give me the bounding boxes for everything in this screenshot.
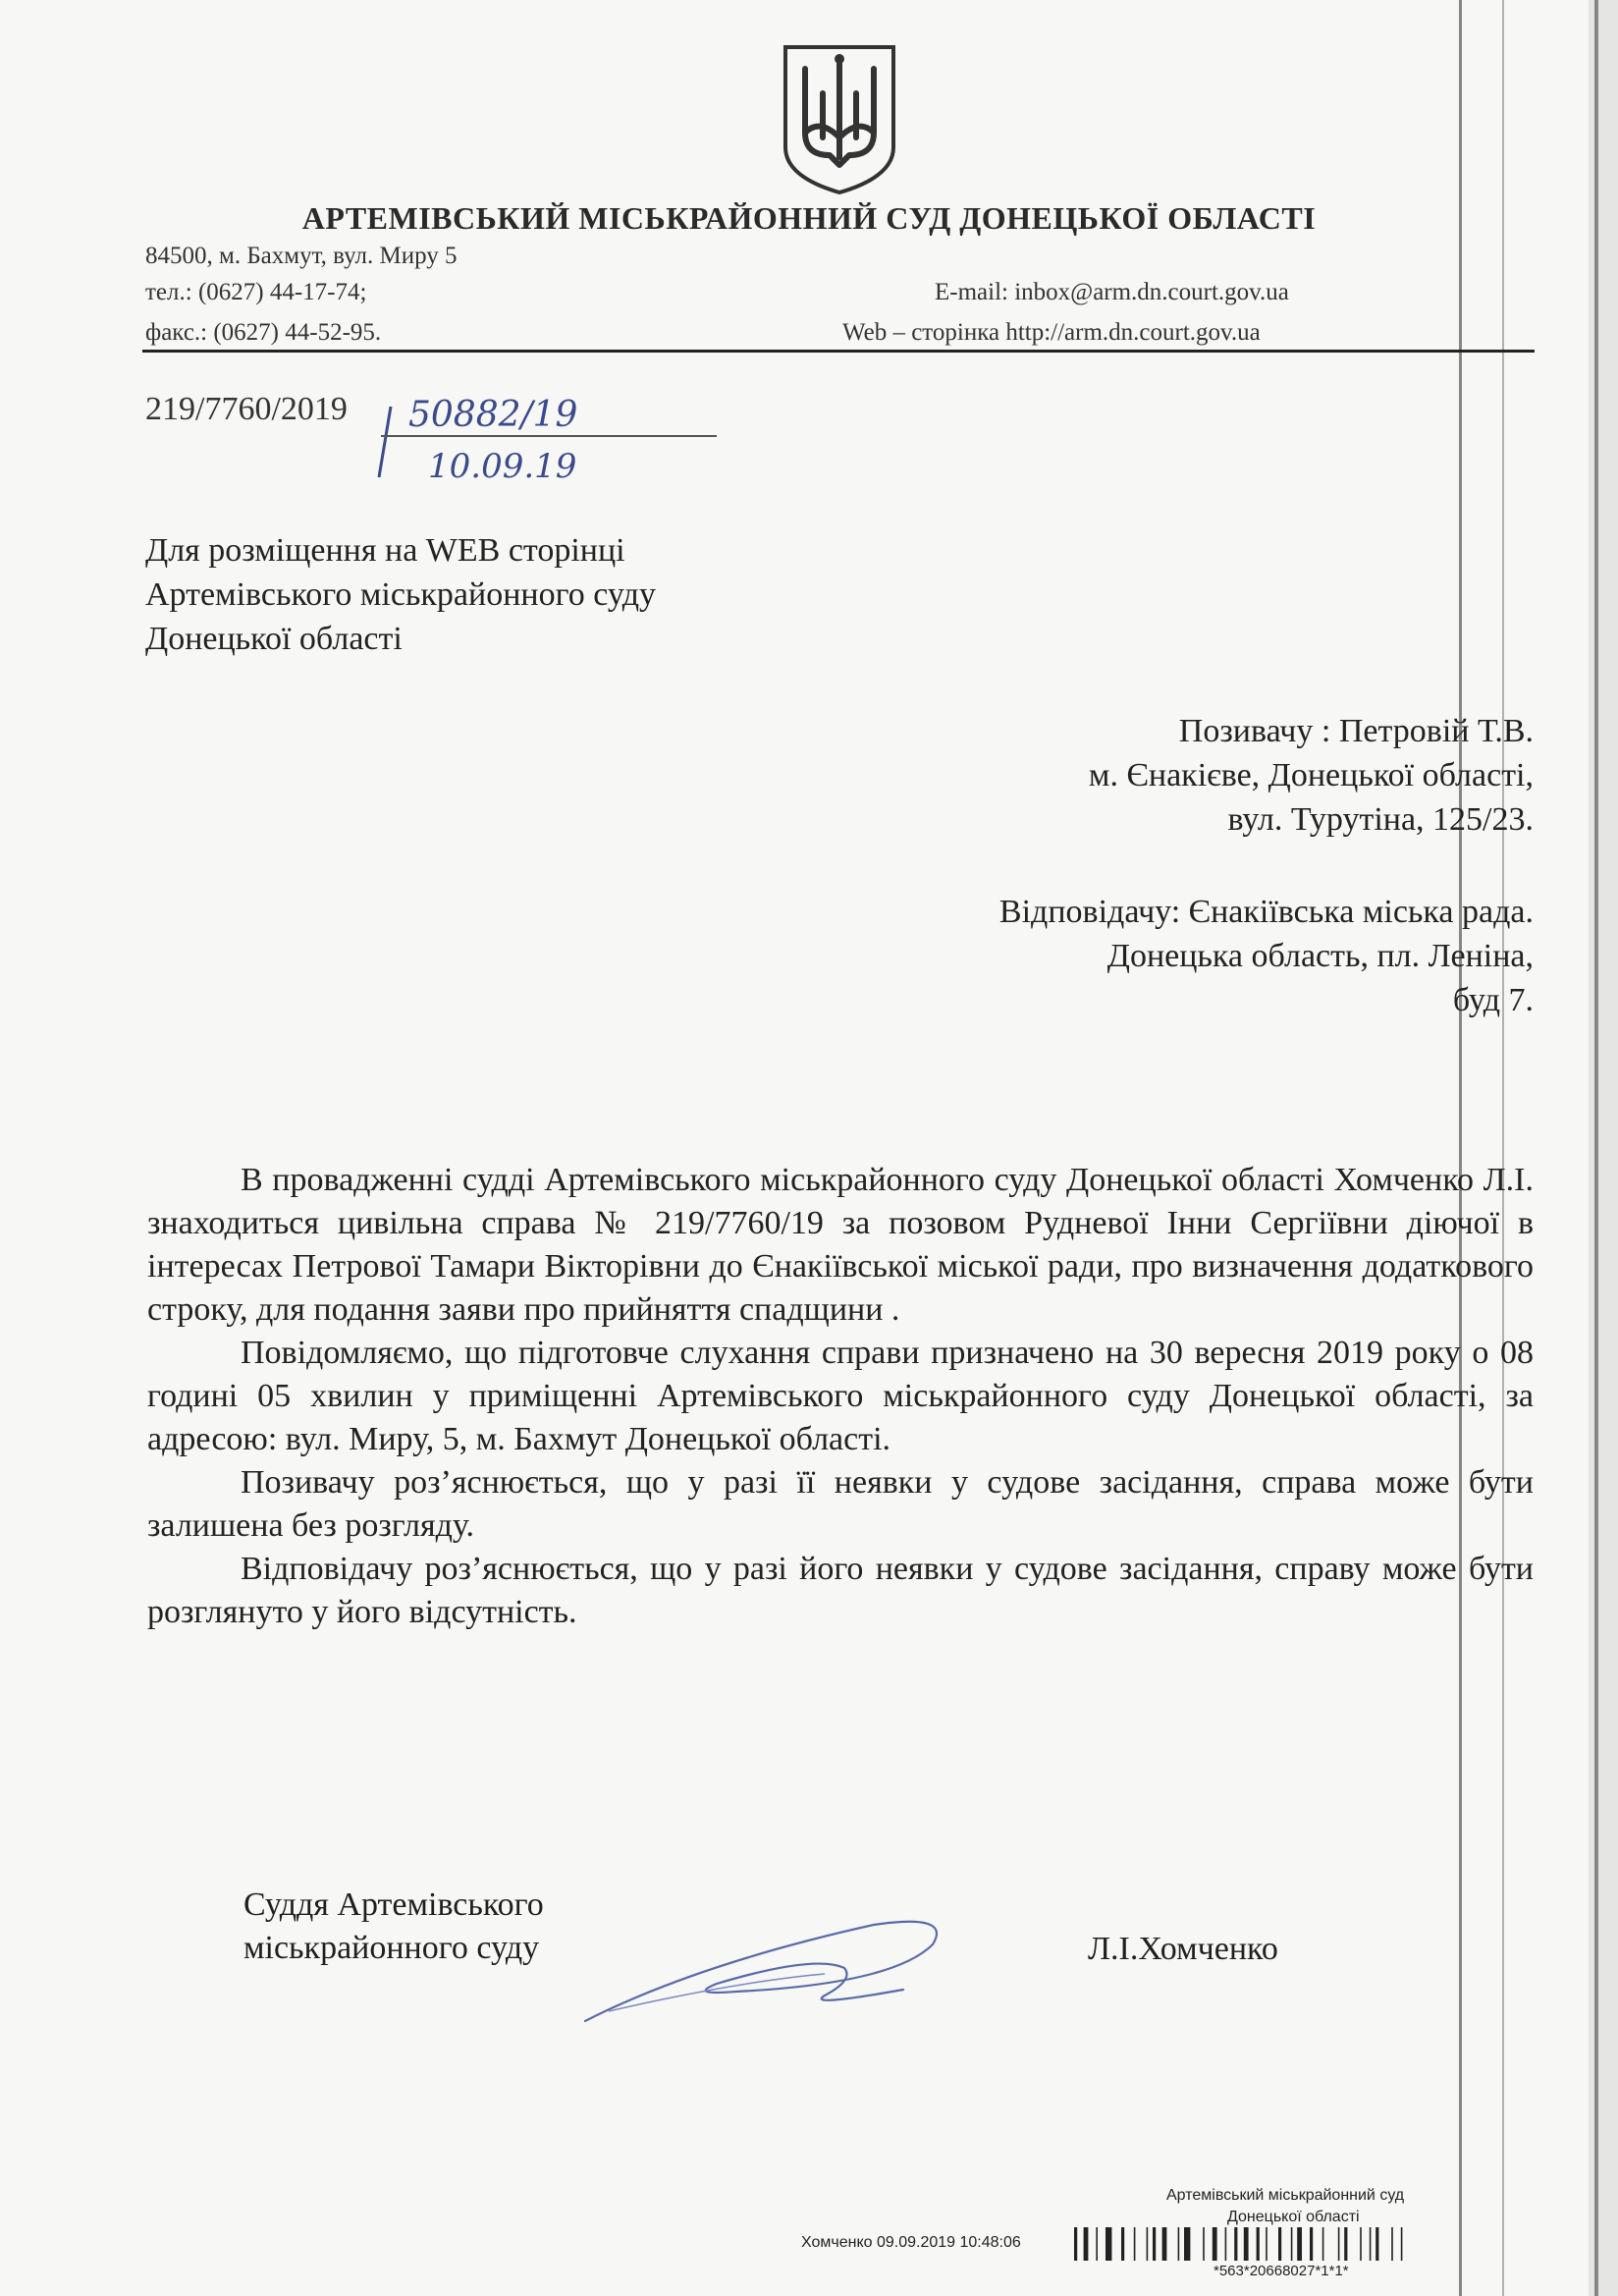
- judge-title-line: міськрайонного суду: [243, 1930, 540, 1966]
- barcode-bar: [1266, 2227, 1267, 2261]
- barcode-bar: [1084, 2227, 1089, 2261]
- barcode-bar: [1184, 2227, 1190, 2261]
- barcode-bar: [1225, 2227, 1227, 2261]
- barcode-bar: [1391, 2227, 1393, 2261]
- defendant-line: Відповідачу: Єнакіївська міська рада.: [998, 894, 1534, 930]
- barcode-bar: [1338, 2227, 1340, 2261]
- stamp-timestamp: Хомченко 09.09.2019 10:48:06: [801, 2234, 1021, 2251]
- handwritten-registration: [373, 379, 727, 487]
- barcode-bar: [1134, 2227, 1136, 2261]
- barcode-bar: [1178, 2227, 1180, 2261]
- barcode-bar: [1257, 2227, 1260, 2261]
- plaintiff-line: Позивачу : Петровій Т.В.: [1178, 713, 1534, 749]
- handwritten-date: 10.09.19: [428, 447, 577, 486]
- barcode: [1072, 2227, 1543, 2261]
- barcode-bar: [1375, 2227, 1378, 2261]
- barcode-bar: [1370, 2227, 1372, 2261]
- defendant-line: Донецька область, пл. Леніна,: [1106, 938, 1534, 974]
- barcode-bar: [1278, 2227, 1281, 2261]
- scan-edge-line: [1594, 0, 1598, 2296]
- handwritten-signature: [579, 1905, 972, 2033]
- barcode-bar: [1213, 2227, 1217, 2261]
- plaintiff-line: вул. Турутіна, 125/23.: [1227, 801, 1534, 838]
- barcode-bar: [1344, 2227, 1347, 2261]
- barcode-bar: [1203, 2227, 1205, 2261]
- placement-note: [145, 528, 656, 661]
- court-email: E-mail: inbox@arm.dn.court.gov.ua: [935, 279, 1289, 305]
- judge-title: [243, 1884, 544, 1970]
- defendant-address: [999, 890, 1534, 1022]
- court-name: АРТЕМІВСЬКИЙ МІСЬКРАЙОННИЙ СУД ДОНЕЦЬКОЇ ОБЛАСТІ: [301, 200, 1317, 236]
- barcode-bar: [1360, 2227, 1362, 2261]
- defendant-line: буд 7.: [1452, 982, 1534, 1018]
- barcode-bar: [1153, 2227, 1156, 2261]
- coat-of-arms-icon: [776, 39, 903, 196]
- barcode-bar: [1297, 2227, 1302, 2261]
- handwritten-number: 50882/19: [408, 395, 578, 435]
- barcode-bar: [1310, 2227, 1313, 2261]
- scan-edge-shadow: [1589, 0, 1618, 2296]
- court-web: Web – сторінка http://arm.dn.court.gov.ua: [842, 319, 1261, 346]
- placement-note-line: Артемівського міськрайонного суду: [145, 576, 657, 613]
- court-fax: факс.: (0627) 44-52-95.: [145, 319, 382, 346]
- barcode-number: *563*20668027*1*1*: [1214, 2263, 1349, 2279]
- placement-note-line: Донецької області: [145, 621, 403, 657]
- judge-name: Л.І.Хомченко: [1088, 1931, 1278, 1967]
- barcode-bar: [1074, 2227, 1077, 2261]
- scan-edge-line: [1502, 0, 1504, 2296]
- barcode-bar: [1147, 2227, 1149, 2261]
- body-paragraph: Відповідачу роз’яснюється, що у разі його неявки у судове засідання, справу може бути розглянуто у його відсутність.: [147, 1551, 1534, 1630]
- barcode-bar: [1162, 2227, 1167, 2261]
- barcode-bar: [1106, 2227, 1111, 2261]
- barcode-bar: [1096, 2227, 1098, 2261]
- header-divider: [142, 350, 1535, 353]
- barcode-bar: [1322, 2227, 1324, 2261]
- barcode-bar: [1244, 2227, 1249, 2261]
- scan-edge-line: [1459, 0, 1462, 2296]
- placement-note-line: Для розміщення на WEB сторінці: [145, 532, 625, 569]
- plaintiff-line: м. Єнакієве, Донецької області,: [1088, 757, 1534, 793]
- letter-body: [147, 1159, 1534, 1634]
- court-phone: тел.: (0627) 44-17-74;: [145, 279, 367, 305]
- body-paragraph: Повідомляємо, що підготовче слухання справи призначено на 30 вересня 2019 року о 08 годині 05 хвилин у приміщенні Артемівського міськрайонного суду Донецької області, за адресою: вул. Миру, 5, м. Бахмут Донецької області.: [147, 1335, 1534, 1457]
- body-paragraph: В провадженні судді Артемівського міськрайонного суду Донецької області Хомченко Л.І. знаходиться цивільна справа № 219/7760/19 за позовом Рудневої Інни Сергіївни діючої в інтересах Петрової Тамари Вікторівни до Єнакіївської міської ради, про визначення додаткового строку, для подання заяви про прийняття спадщини .: [147, 1162, 1534, 1328]
- body-paragraph: Позивачу роз’яснюється, що у разі її неявки у судове засідання, справа може бути залишена без розгляду.: [147, 1464, 1534, 1544]
- judge-title-line: Суддя Артемівського: [243, 1886, 544, 1923]
- stamp-court-line: Артемівський міськрайонний суд: [1166, 2187, 1405, 2204]
- barcode-bar: [1401, 2227, 1403, 2261]
- barcode-bar: [1234, 2227, 1237, 2261]
- court-address: 84500, м. Бахмут, вул. Миру 5: [145, 243, 458, 269]
- stamp-court-line: Донецької області: [1227, 2209, 1360, 2225]
- case-number: 219/7760/2019: [145, 391, 348, 427]
- plaintiff-address: [1089, 709, 1534, 842]
- barcode-bar: [1291, 2227, 1293, 2261]
- barcode-bar: [1121, 2227, 1124, 2261]
